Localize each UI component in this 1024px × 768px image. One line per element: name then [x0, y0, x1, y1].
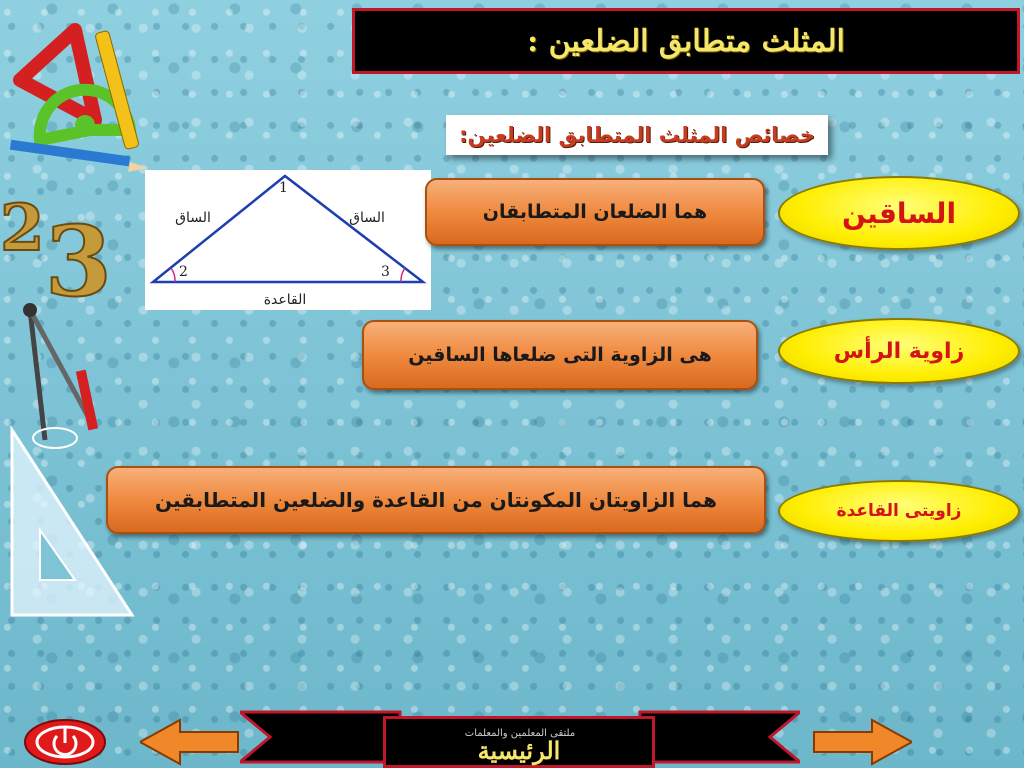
svg-text:3: 3	[45, 205, 112, 318]
vertex-label-3: 3	[381, 264, 390, 280]
triangle-figure	[145, 170, 431, 310]
term-label: زاويتى القاعدة	[836, 501, 962, 521]
subtitle-box	[446, 115, 828, 155]
isosceles-triangle-diagram	[145, 170, 431, 310]
numbers-icon	[0, 191, 112, 318]
watermark: ملتقى المعلمين والمعلمات	[464, 728, 576, 739]
definition-legs[interactable]	[425, 178, 765, 246]
left-leg-label: الساق	[175, 210, 211, 226]
home-label: الرئيسية	[477, 736, 561, 765]
page-title: المثلث متطابق الضلعين :	[527, 23, 845, 59]
back-button[interactable]	[140, 718, 240, 766]
term-oval-vertex-angle[interactable]	[778, 318, 1020, 384]
home-button[interactable]	[383, 716, 655, 768]
right-leg-label: الساق	[349, 210, 385, 226]
term-label: الساقين	[841, 196, 957, 230]
term-oval-base-angles[interactable]	[778, 480, 1020, 542]
compass-icon	[23, 303, 98, 448]
power-button[interactable]	[22, 718, 108, 766]
definition-text: هما الزاويتان المكونتان من القاعدة والضلعين المتطابقين	[155, 488, 717, 512]
subtitle: خصائص المثلث المتطابق الضلعين:	[459, 123, 815, 147]
term-oval-legs[interactable]	[778, 176, 1020, 250]
definition-base-angles[interactable]	[106, 466, 766, 534]
arrow-left-icon	[140, 720, 238, 764]
forward-button[interactable]	[812, 718, 912, 766]
definition-text: هى الزاوية التى ضلعاها الساقين	[408, 344, 712, 366]
vertex-label-2: 2	[179, 264, 188, 280]
definition-text: هما الضلعان المتطابقان	[482, 201, 708, 223]
svg-text:2: 2	[0, 191, 45, 266]
title-bar	[352, 8, 1020, 74]
definition-vertex-angle[interactable]	[362, 320, 758, 390]
vertex-label-1: 1	[279, 180, 288, 196]
base-label: القاعدة	[263, 292, 307, 308]
arrow-right-icon	[814, 720, 912, 764]
term-label: زاوية الرأس	[833, 338, 965, 364]
